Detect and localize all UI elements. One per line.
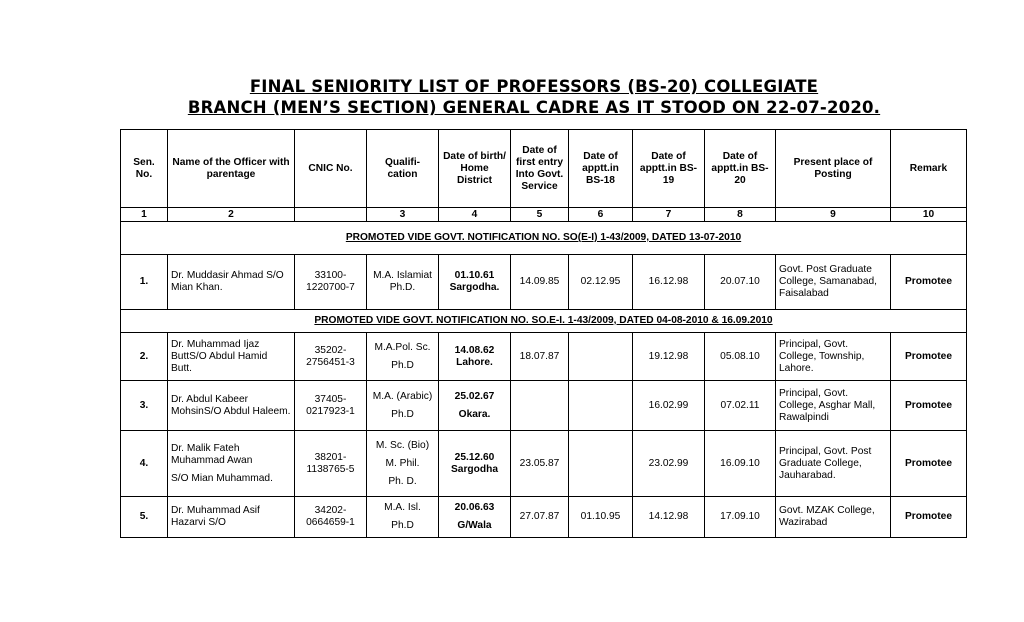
qualification-cell [367, 333, 439, 381]
section-heading-1: PROMOTED VIDE GOVT. NOTIFICATION NO. SO(E-I) 1-43/2009, DATED 13-07-2010 [121, 222, 967, 255]
posting-cell: Principal, Govt. College, Township, Lahore. [776, 333, 891, 381]
qualification-cell [367, 431, 439, 497]
bs19-cell: 16.02.99 [633, 381, 705, 431]
column-number: 1 [121, 208, 168, 222]
officer-name-cell: Dr. Muhammad Ijaz ButtS/O Abdul Hamid Butt. [168, 333, 295, 381]
section-heading-row [121, 310, 967, 333]
bs19-cell: 23.02.99 [633, 431, 705, 497]
bs18-cell: 02.12.95 [569, 255, 633, 310]
column-number: 2 [168, 208, 295, 222]
qualification-line: Ph.D [391, 408, 414, 420]
qualification-cell [367, 381, 439, 431]
header-name: Name of the Officer with parentage [168, 130, 295, 208]
cnic-cell: 37405-0217923-1 [295, 381, 367, 431]
header-bs18: Date of apptt.in BS-18 [569, 130, 633, 208]
home-district: Lahore. [456, 356, 493, 368]
officer-name-cell: Dr. Abdul Kabeer MohsinS/O Abdul Haleem. [168, 381, 295, 431]
first-entry-cell: 27.07.87 [511, 497, 569, 538]
seniority-table [120, 129, 967, 538]
bs19-cell: 14.12.98 [633, 497, 705, 538]
dob-value: 25.12.60 [454, 451, 495, 463]
sen-no-cell: 2. [121, 333, 168, 381]
qualification-line: M.A. (Arabic) [372, 390, 433, 402]
document-title-line-1: FINAL SENIORITY LIST OF PROFESSORS (BS-20) COLLEGIATE [249, 77, 819, 96]
bs20-cell: 17.09.10 [705, 497, 776, 538]
bs20-cell: 07.02.11 [705, 381, 776, 431]
bs20-cell: 16.09.10 [705, 431, 776, 497]
column-number: 5 [511, 208, 569, 222]
qualification-line: M.A. Islamiat [373, 270, 432, 281]
column-number: 9 [776, 208, 891, 222]
home-district: Okara. [458, 408, 491, 420]
qualification-cell [367, 497, 439, 538]
home-district: Sargodha [451, 463, 498, 475]
cnic-cell: 38201-1138765-5 [295, 431, 367, 497]
column-number-row [121, 208, 967, 222]
dob-cell [439, 255, 511, 310]
header-bs19: Date of apptt.in BS-19 [633, 130, 705, 208]
posting-cell: Govt. MZAK College, Wazirabad [776, 497, 891, 538]
header-row [121, 130, 967, 208]
column-number: 4 [439, 208, 511, 222]
officer-name-cell: Dr. Muhammad Asif Hazarvi S/O [168, 497, 295, 538]
qualification-line: M.A. Isl. [384, 502, 421, 513]
sen-no-cell: 1. [121, 255, 168, 310]
bs19-cell: 16.12.98 [633, 255, 705, 310]
remark-cell: Promotee [891, 431, 967, 497]
column-number [295, 208, 367, 222]
qualification-cell [367, 255, 439, 310]
qualification-line: Ph.D. [389, 282, 416, 293]
first-entry-cell [511, 381, 569, 431]
dob-value: 20.06.63 [454, 502, 495, 513]
column-number: 10 [891, 208, 967, 222]
section-heading-row [121, 222, 967, 255]
dob-cell [439, 381, 511, 431]
first-entry-cell: 23.05.87 [511, 431, 569, 497]
header-posting: Present place of Posting [776, 130, 891, 208]
qualification-line: Ph.D [391, 520, 414, 531]
officer-name-cell: Dr. Muddasir Ahmad S/O Mian Khan. [168, 255, 295, 310]
qualification-line: M.A.Pol. Sc. [374, 341, 431, 353]
posting-cell: Principal, Govt. Post Graduate College, Jauharabad. [776, 431, 891, 497]
remark-cell: Promotee [891, 497, 967, 538]
header-first-entry: Date of first entry Into Govt. Service [511, 130, 569, 208]
column-number: 6 [569, 208, 633, 222]
qualification-line: M. Sc. (Bio) [375, 439, 430, 451]
column-number: 7 [633, 208, 705, 222]
remark-cell: Promotee [891, 333, 967, 381]
home-district: Sargodha. [449, 282, 500, 293]
column-number: 3 [367, 208, 439, 222]
dob-cell [439, 431, 511, 497]
header-dob: Date of birth/ Home District [439, 130, 511, 208]
bs18-cell: 01.10.95 [569, 497, 633, 538]
cnic-cell: 34202-0664659-1 [295, 497, 367, 538]
header-remark: Remark [891, 130, 967, 208]
officer-name-cell [168, 431, 295, 497]
sen-no-cell: 5. [121, 497, 168, 538]
column-number: 8 [705, 208, 776, 222]
bs20-cell: 20.07.10 [705, 255, 776, 310]
header-cnic: CNIC No. [295, 130, 367, 208]
header-sen-no: Sen. No. [121, 130, 168, 208]
table-row [121, 431, 967, 497]
qualification-line: Ph. D. [388, 475, 417, 487]
table-row [121, 497, 967, 538]
sen-no-cell: 3. [121, 381, 168, 431]
bs20-cell: 05.08.10 [705, 333, 776, 381]
dob-cell [439, 497, 511, 538]
bs18-cell [569, 333, 633, 381]
first-entry-cell: 14.09.85 [511, 255, 569, 310]
document-title-line-2: BRANCH (MEN’S SECTION) GENERAL CADRE AS IT STOOD ON 22-07-2020. [187, 98, 881, 117]
table-row [121, 381, 967, 431]
dob-value: 14.08.62 [454, 344, 495, 356]
first-entry-cell: 18.07.87 [511, 333, 569, 381]
remark-cell: Promotee [891, 255, 967, 310]
qualification-line: Ph.D [391, 359, 414, 371]
officer-parentage: S/O Mian Muhammad. [171, 472, 273, 484]
header-qualification: Qualifi- cation [367, 130, 439, 208]
table-row [121, 333, 967, 381]
qualification-line: M. Phil. [385, 457, 420, 469]
home-district: G/Wala [457, 520, 492, 531]
posting-cell: Govt. Post Graduate College, Samanabad, Faisalabad [776, 255, 891, 310]
header-bs20: Date of apptt.in BS-20 [705, 130, 776, 208]
posting-cell: Principal, Govt. College, Asghar Mall, Rawalpindi [776, 381, 891, 431]
cnic-cell: 35202-2756451-3 [295, 333, 367, 381]
table-row [121, 255, 967, 310]
bs18-cell [569, 381, 633, 431]
cnic-cell: 33100-1220700-7 [295, 255, 367, 310]
bs18-cell [569, 431, 633, 497]
sen-no-cell: 4. [121, 431, 168, 497]
dob-value: 01.10.61 [454, 270, 495, 281]
bs19-cell: 19.12.98 [633, 333, 705, 381]
officer-name: Dr. Malik Fateh Muhammad Awan [171, 442, 253, 466]
section-heading-2: PROMOTED VIDE GOVT. NOTIFICATION NO. SO.E-I. 1-43/2009, DATED 04-08-2010 & 16.09.2010 [121, 310, 967, 333]
remark-cell: Promotee [891, 381, 967, 431]
dob-value: 25.02.67 [454, 390, 495, 402]
dob-cell [439, 333, 511, 381]
